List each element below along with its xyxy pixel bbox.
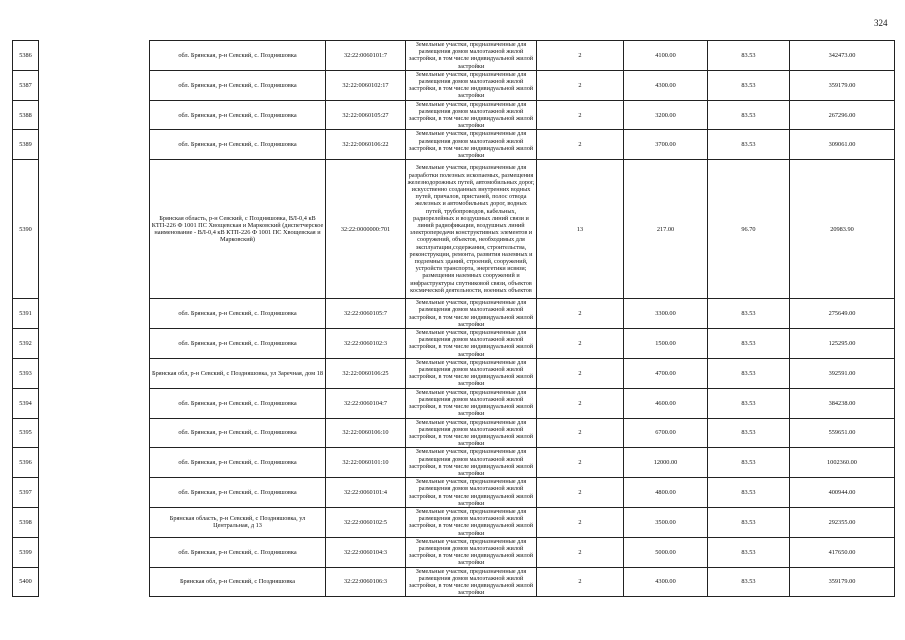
table-row bbox=[13, 130, 895, 160]
unit-price-cell: 83.53 bbox=[708, 299, 790, 329]
category-cell: 2 bbox=[537, 507, 624, 537]
land-use-cell: Земельные участки, предназначенные для размещения домов малоэтажной жилой застройки, в том числе индивидуальной жилой застройки bbox=[406, 329, 537, 359]
row-number-cell: 5388 bbox=[13, 100, 39, 130]
unit-price-cell: 83.53 bbox=[708, 130, 790, 160]
row-number-cell: 5397 bbox=[13, 478, 39, 508]
area-cell: 4100.00 bbox=[624, 41, 708, 71]
unit-price-cell: 83.53 bbox=[708, 100, 790, 130]
unit-price-cell: 83.53 bbox=[708, 329, 790, 359]
empty-cell bbox=[39, 358, 150, 388]
cadastral-value-cell: 342473.00 bbox=[790, 41, 895, 71]
address-cell: обл. Брянская, р-н Севский, с. Поздняшовка bbox=[150, 41, 326, 71]
row-number-cell: 5392 bbox=[13, 329, 39, 359]
row-number-cell: 5396 bbox=[13, 448, 39, 478]
cadastral-number-cell: 32:22:0060105:7 bbox=[326, 299, 406, 329]
table-row bbox=[13, 418, 895, 448]
empty-cell bbox=[39, 329, 150, 359]
unit-price-cell: 83.53 bbox=[708, 537, 790, 567]
category-cell: 2 bbox=[537, 448, 624, 478]
row-number-cell: 5399 bbox=[13, 537, 39, 567]
land-use-cell: Земельные участки, предназначенные для размещения домов малоэтажной жилой застройки, в том числе индивидуальной жилой застройки bbox=[406, 418, 537, 448]
empty-cell bbox=[39, 507, 150, 537]
cadastral-value-cell: 309061.00 bbox=[790, 130, 895, 160]
cadastral-value-cell: 125295.00 bbox=[790, 329, 895, 359]
row-number-cell: 5387 bbox=[13, 70, 39, 100]
table-row bbox=[13, 41, 895, 71]
cadastral-number-cell: 32:22:0060106:10 bbox=[326, 418, 406, 448]
land-use-cell: Земельные участки, предназначенные для размещения домов малоэтажной жилой застройки, в том числе индивидуальной жилой застройки bbox=[406, 537, 537, 567]
address-cell: Брянская область, р-н Севский, с Поздняшовка, ВЛ-0,4 кВ КТП-226 Ф 1001 ПС Хвощевская и Марковский (диспетчерское наименование - ВЛ-0,4 кВ КТП-226 Ф 1001 ПС Хвощевская и Марковский) bbox=[150, 160, 326, 299]
area-cell: 4800.00 bbox=[624, 478, 708, 508]
address-cell: обл. Брянская, р-н Севский, с. Поздняшовка bbox=[150, 418, 326, 448]
address-cell: обл. Брянская, р-н Севский, с. Поздняшовка bbox=[150, 537, 326, 567]
category-cell: 2 bbox=[537, 100, 624, 130]
table-row bbox=[13, 358, 895, 388]
address-cell: обл. Брянская, р-н Севский, с. Поздняшовка bbox=[150, 448, 326, 478]
unit-price-cell: 83.53 bbox=[708, 358, 790, 388]
row-number-cell: 5394 bbox=[13, 388, 39, 418]
cadastral-value-cell: 292355.00 bbox=[790, 507, 895, 537]
land-use-cell: Земельные участки, предназначенные для размещения домов малоэтажной жилой застройки, в том числе индивидуальной жилой застройки bbox=[406, 358, 537, 388]
table-row bbox=[13, 299, 895, 329]
cadastral-number-cell: 32:22:0060101:10 bbox=[326, 448, 406, 478]
empty-cell bbox=[39, 100, 150, 130]
address-cell: обл. Брянская, р-н Севский, с. Поздняшовка bbox=[150, 478, 326, 508]
cadastral-value-cell: 417650.00 bbox=[790, 537, 895, 567]
table-row bbox=[13, 478, 895, 508]
cadastral-value-cell: 359179.00 bbox=[790, 70, 895, 100]
land-use-cell: Земельные участки, предназначенные для размещения домов малоэтажной жилой застройки, в том числе индивидуальной жилой застройки bbox=[406, 448, 537, 478]
cadastral-number-cell: 32:22:0060102:5 bbox=[326, 507, 406, 537]
cadastral-number-cell: 32:22:0060102:3 bbox=[326, 329, 406, 359]
empty-cell bbox=[39, 418, 150, 448]
page-number: 324 bbox=[874, 18, 888, 28]
empty-cell bbox=[39, 388, 150, 418]
category-cell: 2 bbox=[537, 478, 624, 508]
land-use-cell: Земельные участки, предназначенные для размещения домов малоэтажной жилой застройки, в том числе индивидуальной жилой застройки bbox=[406, 70, 537, 100]
address-cell: Брянская область, р-н Севский, с Поздняшовка, ул Центральная, д 13 bbox=[150, 507, 326, 537]
row-number-cell: 5391 bbox=[13, 299, 39, 329]
cadastral-value-cell: 559651.00 bbox=[790, 418, 895, 448]
unit-price-cell: 83.53 bbox=[708, 567, 790, 597]
row-number-cell: 5386 bbox=[13, 41, 39, 71]
cadastral-number-cell: 32:22:0060102:17 bbox=[326, 70, 406, 100]
land-use-cell: Земельные участки, предназначенные для размещения домов малоэтажной жилой застройки, в том числе индивидуальной жилой застройки bbox=[406, 299, 537, 329]
cadastral-number-cell: 32:22:0060104:7 bbox=[326, 388, 406, 418]
empty-cell bbox=[39, 299, 150, 329]
land-use-cell: Земельные участки, предназначенные для размещения домов малоэтажной жилой застройки, в том числе индивидуальной жилой застройки bbox=[406, 130, 537, 160]
area-cell: 6700.00 bbox=[624, 418, 708, 448]
cadastral-number-cell: 32:22:0060106:3 bbox=[326, 567, 406, 597]
cadastral-number-cell: 32:22:0060106:25 bbox=[326, 358, 406, 388]
cadastral-number-cell: 32:22:0060101:4 bbox=[326, 478, 406, 508]
empty-cell bbox=[39, 478, 150, 508]
row-number-cell: 5398 bbox=[13, 507, 39, 537]
address-cell: обл. Брянская, р-н Севский, с. Поздняшовка bbox=[150, 100, 326, 130]
category-cell: 2 bbox=[537, 567, 624, 597]
table-row bbox=[13, 388, 895, 418]
land-use-cell: Земельные участки, предназначенные для разработки полезных ископаемых, размещения железнодорожных путей, автомобильных дорог, искусственно созданных внутренних водных путей, причалов, пристаней, полос отвода железных и автомобильных дорог, водных путей, трубопроводов, кабельных, радиорелейных и воздушных линий связи и линий радиофикации, воздушных линий электропередачи конструктивных элементов и сооружений, объектов, необходимых для эксплуатации,содержания, строительства, реконструкции, ремонта, развития наземных и подземных зданий, строений, сооружений, устройств транспорта, энергетики исвязи; размещения наземных сооружений и инфраструктуры спутниковой связи, объектов космической деятельности, военных объектов bbox=[406, 160, 537, 299]
area-cell: 12000.00 bbox=[624, 448, 708, 478]
empty-cell bbox=[39, 160, 150, 299]
unit-price-cell: 83.53 bbox=[708, 41, 790, 71]
table-row bbox=[13, 100, 895, 130]
area-cell: 4300.00 bbox=[624, 567, 708, 597]
unit-price-cell: 83.53 bbox=[708, 478, 790, 508]
table-row bbox=[13, 507, 895, 537]
address-cell: Брянская обл, р-н Севский, с Поздняшовка bbox=[150, 567, 326, 597]
table-row bbox=[13, 567, 895, 597]
row-number-cell: 5389 bbox=[13, 130, 39, 160]
unit-price-cell: 83.53 bbox=[708, 70, 790, 100]
cadastral-value-cell: 400944.00 bbox=[790, 478, 895, 508]
category-cell: 2 bbox=[537, 537, 624, 567]
cadastral-value-cell: 275649.00 bbox=[790, 299, 895, 329]
table-row bbox=[13, 160, 895, 299]
category-cell: 13 bbox=[537, 160, 624, 299]
row-number-cell: 5395 bbox=[13, 418, 39, 448]
land-use-cell: Земельные участки, предназначенные для размещения домов малоэтажной жилой застройки, в том числе индивидуальной жилой застройки bbox=[406, 478, 537, 508]
area-cell: 1500.00 bbox=[624, 329, 708, 359]
cadastral-number-cell: 32:22:0060105:27 bbox=[326, 100, 406, 130]
area-cell: 3200.00 bbox=[624, 100, 708, 130]
category-cell: 2 bbox=[537, 299, 624, 329]
land-use-cell: Земельные участки, предназначенные для размещения домов малоэтажной жилой застройки, в том числе индивидуальной жилой застройки bbox=[406, 507, 537, 537]
table-row bbox=[13, 537, 895, 567]
category-cell: 2 bbox=[537, 130, 624, 160]
area-cell: 4600.00 bbox=[624, 388, 708, 418]
area-cell: 3500.00 bbox=[624, 507, 708, 537]
cadastral-value-cell: 384238.00 bbox=[790, 388, 895, 418]
empty-cell bbox=[39, 448, 150, 478]
address-cell: обл. Брянская, р-н Севский, с. Поздняшовка bbox=[150, 130, 326, 160]
table-body bbox=[13, 41, 895, 597]
category-cell: 2 bbox=[537, 41, 624, 71]
area-cell: 5000.00 bbox=[624, 537, 708, 567]
area-cell: 217.00 bbox=[624, 160, 708, 299]
category-cell: 2 bbox=[537, 358, 624, 388]
row-number-cell: 5400 bbox=[13, 567, 39, 597]
cadastral-number-cell: 32:22:0060101:7 bbox=[326, 41, 406, 71]
category-cell: 2 bbox=[537, 388, 624, 418]
cadastral-number-cell: 32:22:0000000:701 bbox=[326, 160, 406, 299]
cadastral-value-cell: 1002360.00 bbox=[790, 448, 895, 478]
row-number-cell: 5393 bbox=[13, 358, 39, 388]
category-cell: 2 bbox=[537, 70, 624, 100]
unit-price-cell: 83.53 bbox=[708, 418, 790, 448]
table-row bbox=[13, 329, 895, 359]
address-cell: Брянская обл, р-н Севский, с Поздняшовка, ул Заречная, дом 18 bbox=[150, 358, 326, 388]
land-use-cell: Земельные участки, предназначенные для размещения домов малоэтажной жилой застройки, в том числе индивидуальной жилой застройки bbox=[406, 567, 537, 597]
land-valuation-table bbox=[12, 40, 895, 597]
empty-cell bbox=[39, 130, 150, 160]
area-cell: 3700.00 bbox=[624, 130, 708, 160]
address-cell: обл. Брянская, р-н Севский, с. Поздняшовка bbox=[150, 388, 326, 418]
cadastral-value-cell: 392591.00 bbox=[790, 358, 895, 388]
row-number-cell: 5390 bbox=[13, 160, 39, 299]
cadastral-number-cell: 32:22:0060106:22 bbox=[326, 130, 406, 160]
address-cell: обл. Брянская, р-н Севский, с. Поздняшовка bbox=[150, 329, 326, 359]
unit-price-cell: 83.53 bbox=[708, 507, 790, 537]
empty-cell bbox=[39, 537, 150, 567]
area-cell: 4700.00 bbox=[624, 358, 708, 388]
category-cell: 2 bbox=[537, 418, 624, 448]
table-row bbox=[13, 448, 895, 478]
empty-cell bbox=[39, 567, 150, 597]
cadastral-value-cell: 359179.00 bbox=[790, 567, 895, 597]
cadastral-value-cell: 267296.00 bbox=[790, 100, 895, 130]
unit-price-cell: 83.53 bbox=[708, 388, 790, 418]
cadastral-value-cell: 20983.90 bbox=[790, 160, 895, 299]
address-cell: обл. Брянская, р-н Севский, с. Поздняшовка bbox=[150, 299, 326, 329]
table-row bbox=[13, 70, 895, 100]
area-cell: 4300.00 bbox=[624, 70, 708, 100]
unit-price-cell: 83.53 bbox=[708, 448, 790, 478]
empty-cell bbox=[39, 70, 150, 100]
unit-price-cell: 96.70 bbox=[708, 160, 790, 299]
land-use-cell: Земельные участки, предназначенные для размещения домов малоэтажной жилой застройки, в том числе индивидуальной жилой застройки bbox=[406, 100, 537, 130]
address-cell: обл. Брянская, р-н Севский, с. Поздняшовка bbox=[150, 70, 326, 100]
empty-cell bbox=[39, 41, 150, 71]
cadastral-number-cell: 32:22:0060104:3 bbox=[326, 537, 406, 567]
land-use-cell: Земельные участки, предназначенные для размещения домов малоэтажной жилой застройки, в том числе индивидуальной жилой застройки bbox=[406, 388, 537, 418]
land-use-cell: Земельные участки, предназначенные для размещения домов малоэтажной жилой застройки, в том числе индивидуальной жилой застройки bbox=[406, 41, 537, 71]
area-cell: 3300.00 bbox=[624, 299, 708, 329]
category-cell: 2 bbox=[537, 329, 624, 359]
